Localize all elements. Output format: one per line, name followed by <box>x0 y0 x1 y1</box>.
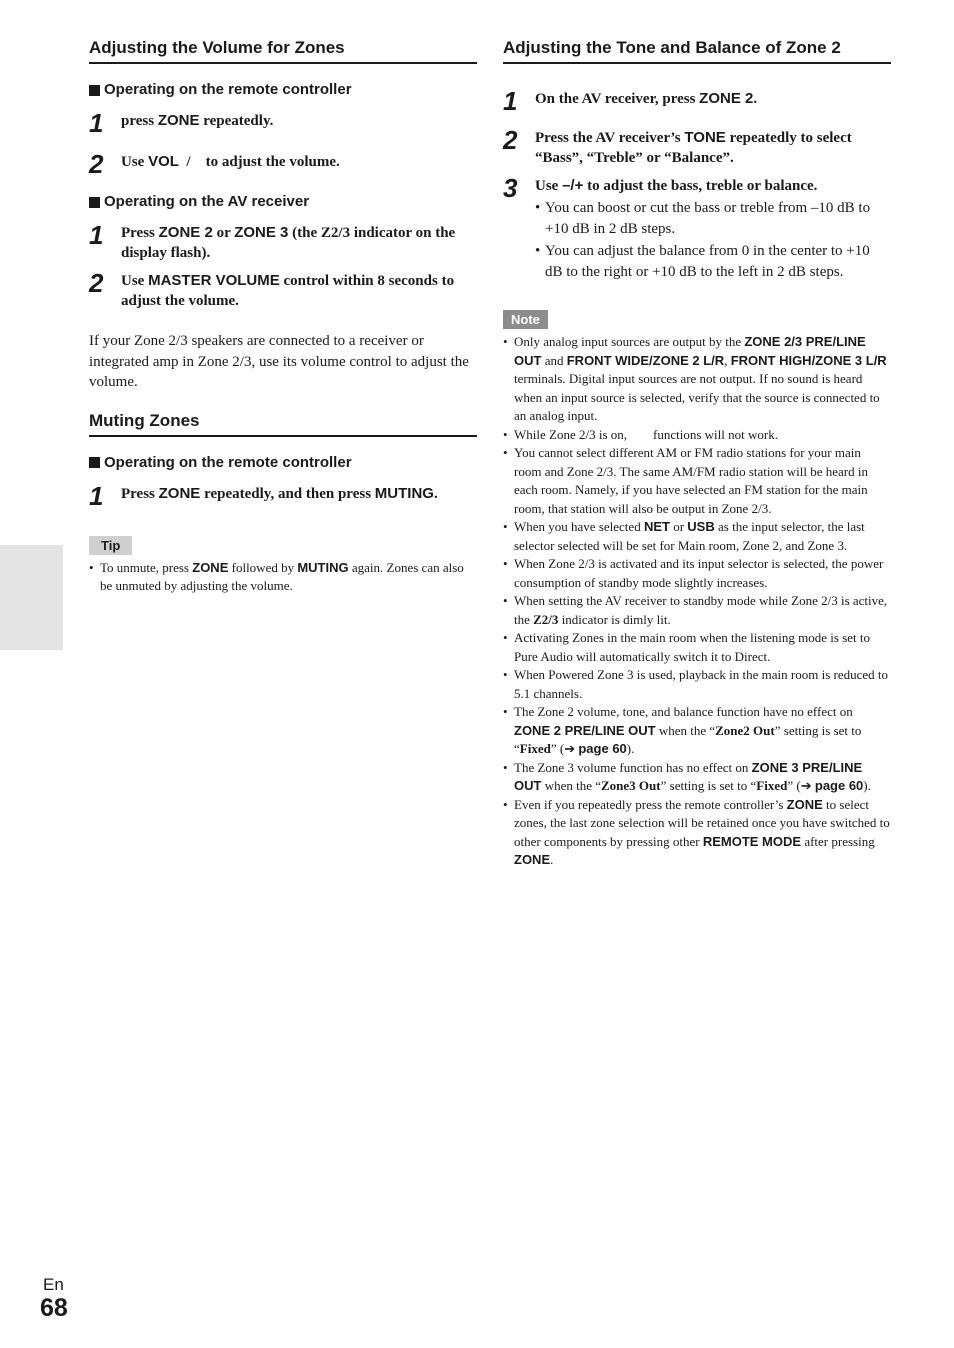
section-heading-tone-balance: Adjusting the Tone and Balance of Zone 2 <box>503 38 891 64</box>
key-label: ZONE 3 <box>234 224 289 241</box>
step-number: 2 <box>503 125 518 155</box>
note-item: • The Zone 2 volume, tone, and balance function have no effect on ZONE 2 PRE/LINE OUT when the “Zone2 Out” setting is set to “Fixed” (➔ page 60). <box>503 703 891 759</box>
step-number: 1 <box>89 480 104 511</box>
step-1-tone: 1 On the AV receiver, press ZONE 2. <box>503 86 758 116</box>
note-item: • While Zone 2/3 is on, functions will not work. <box>503 426 891 445</box>
right-column <box>503 38 891 870</box>
step-1-remote-volume: 1 press ZONE repeatedly. <box>89 108 274 138</box>
note-label: Note <box>503 310 548 329</box>
key-label: TONE <box>684 129 726 146</box>
list-item: • You can boost or cut the bass or treble from –10 dB to +10 dB in 2 dB steps. <box>535 198 891 239</box>
page-reference-link[interactable]: page 60 <box>814 778 864 793</box>
section-heading-volume-zones: Adjusting the Volume for Zones <box>89 38 477 64</box>
key-label: ZONE <box>158 484 201 502</box>
step-1-muting: 1 Press ZONE repeatedly, and then press MUTING. <box>89 480 438 511</box>
tip-item: • To unmute, press ZONE followed by MUTING again. Zones can also be unmuted by adjusting the volume. <box>89 559 477 596</box>
side-tab-marker <box>0 545 63 650</box>
subheading-av-receiver: Operating on the AV receiver <box>89 193 477 211</box>
key-label: ZONE 2 <box>158 224 213 241</box>
key-label: ZONE <box>192 559 229 575</box>
zone-speaker-paragraph: If your Zone 2/3 speakers are connected to a receiver or integrated amp in Zone 2/3, use its volume control to adjust the volume. <box>89 333 469 390</box>
square-bullet-icon <box>89 85 100 96</box>
note-item: • When you have selected NET or USB as the input selector, the last selector selected will be set for Main room, Zone 2, and Zone 3. <box>503 518 891 555</box>
arrow-right-icon: ➔ <box>564 741 576 756</box>
note-item: • You cannot select different AM or FM radio stations for your main room and Zone 2/3. The same AM/FM radio station will be heard in each room. Namely, if you have selected an FM station for the main room, that station will also be output in Zone 2/3. <box>503 444 891 518</box>
language-code: En <box>43 1275 64 1294</box>
key-label: MUTING <box>374 484 434 502</box>
arrow-right-icon: ➔ <box>800 778 812 793</box>
note-item: • When setting the AV receiver to standby mode while Zone 2/3 is active, the Z2/3 indicator is dimly lit. <box>503 592 891 629</box>
note-item: • Activating Zones in the main room when the listening mode is set to Pure Audio will automatically switch it to Direct. <box>503 629 891 666</box>
section-heading-muting-zones: Muting Zones <box>89 411 477 437</box>
step-number: 2 <box>89 149 104 179</box>
tip-list <box>89 559 477 596</box>
note-item: • Only analog input sources are output by the ZONE 2/3 PRE/LINE OUT and FRONT WIDE/ZONE 2 L/R, FRONT HIGH/ZONE 3 L/R terminals. Digital input sources are not output. If no sound is heard when an input source is selected, verify that the source is connected to an analog input. <box>503 333 891 426</box>
step-number: 1 <box>503 86 518 116</box>
step-number: 1 <box>89 220 104 250</box>
tip-label: Tip <box>89 536 132 555</box>
page-number: 68 <box>40 1294 68 1322</box>
key-label: ZONE <box>157 112 200 129</box>
step-2-tone: 2 Press the AV receiver’s TONE repeatedly to select “Bass”, “Treble” or “Balance”. <box>503 125 852 166</box>
key-label: MASTER VOLUME <box>148 272 280 289</box>
step-number: 2 <box>89 268 104 298</box>
note-box <box>503 310 891 870</box>
note-item: • Even if you repeatedly press the remote controller’s ZONE to select zones, the last zone selection will be retained once you have switched to other components by pressing other REMOTE MODE after pressing ZONE. <box>503 796 891 870</box>
page-footer <box>40 1276 68 1322</box>
note-item: • When Powered Zone 3 is used, playback in the main room is reduced to 5.1 channels. <box>503 666 891 703</box>
note-list <box>503 333 891 870</box>
tone-details-list <box>535 198 891 282</box>
key-label: –/+ <box>562 177 584 194</box>
key-label: ZONE 2 <box>699 90 754 107</box>
square-bullet-icon <box>89 457 100 468</box>
subheading-remote-controller: Operating on the remote controller <box>89 81 477 99</box>
step-number: 3 <box>503 173 518 203</box>
subheading-remote-controller-muting: Operating on the remote controller <box>89 454 477 472</box>
step-2-remote-volume: 2 Use VOL / to adjust the volume. <box>89 149 340 179</box>
page-reference-link[interactable]: page 60 <box>578 741 627 756</box>
left-column <box>89 38 477 596</box>
note-item: • The Zone 3 volume function has no effect on ZONE 3 PRE/LINE OUT when the “Zone3 Out” setting is set to “Fixed” (➔ page 60). <box>503 759 891 796</box>
key-label: VOL <box>148 153 179 170</box>
step-2-receiver-volume: 2 Use MASTER VOLUME control within 8 seconds to adjust the volume. <box>89 268 455 309</box>
step-number: 1 <box>89 108 104 138</box>
tip-box <box>89 536 477 596</box>
step-3-tone: 3 Use –/+ to adjust the bass, treble or balance. • You can boost or cut the bass or treble from –10 dB to +10 dB in 2 dB steps. • You can adjust the balance from 0 in the center to +10 dB to the right or +10 dB to the left in 2 dB steps. <box>503 176 891 282</box>
list-item: • You can adjust the balance from 0 in the center to +10 dB to the right or +10 dB to the left in 2 dB steps. <box>535 241 891 282</box>
square-bullet-icon <box>89 197 100 208</box>
note-item: • When Zone 2/3 is activated and its input selector is selected, the power consumption of standby mode slightly increases. <box>503 555 891 592</box>
key-label: MUTING <box>297 559 349 575</box>
step-1-receiver-volume: 1 Press ZONE 2 or ZONE 3 (the Z2/3 indicator on the display flash). <box>89 220 456 261</box>
